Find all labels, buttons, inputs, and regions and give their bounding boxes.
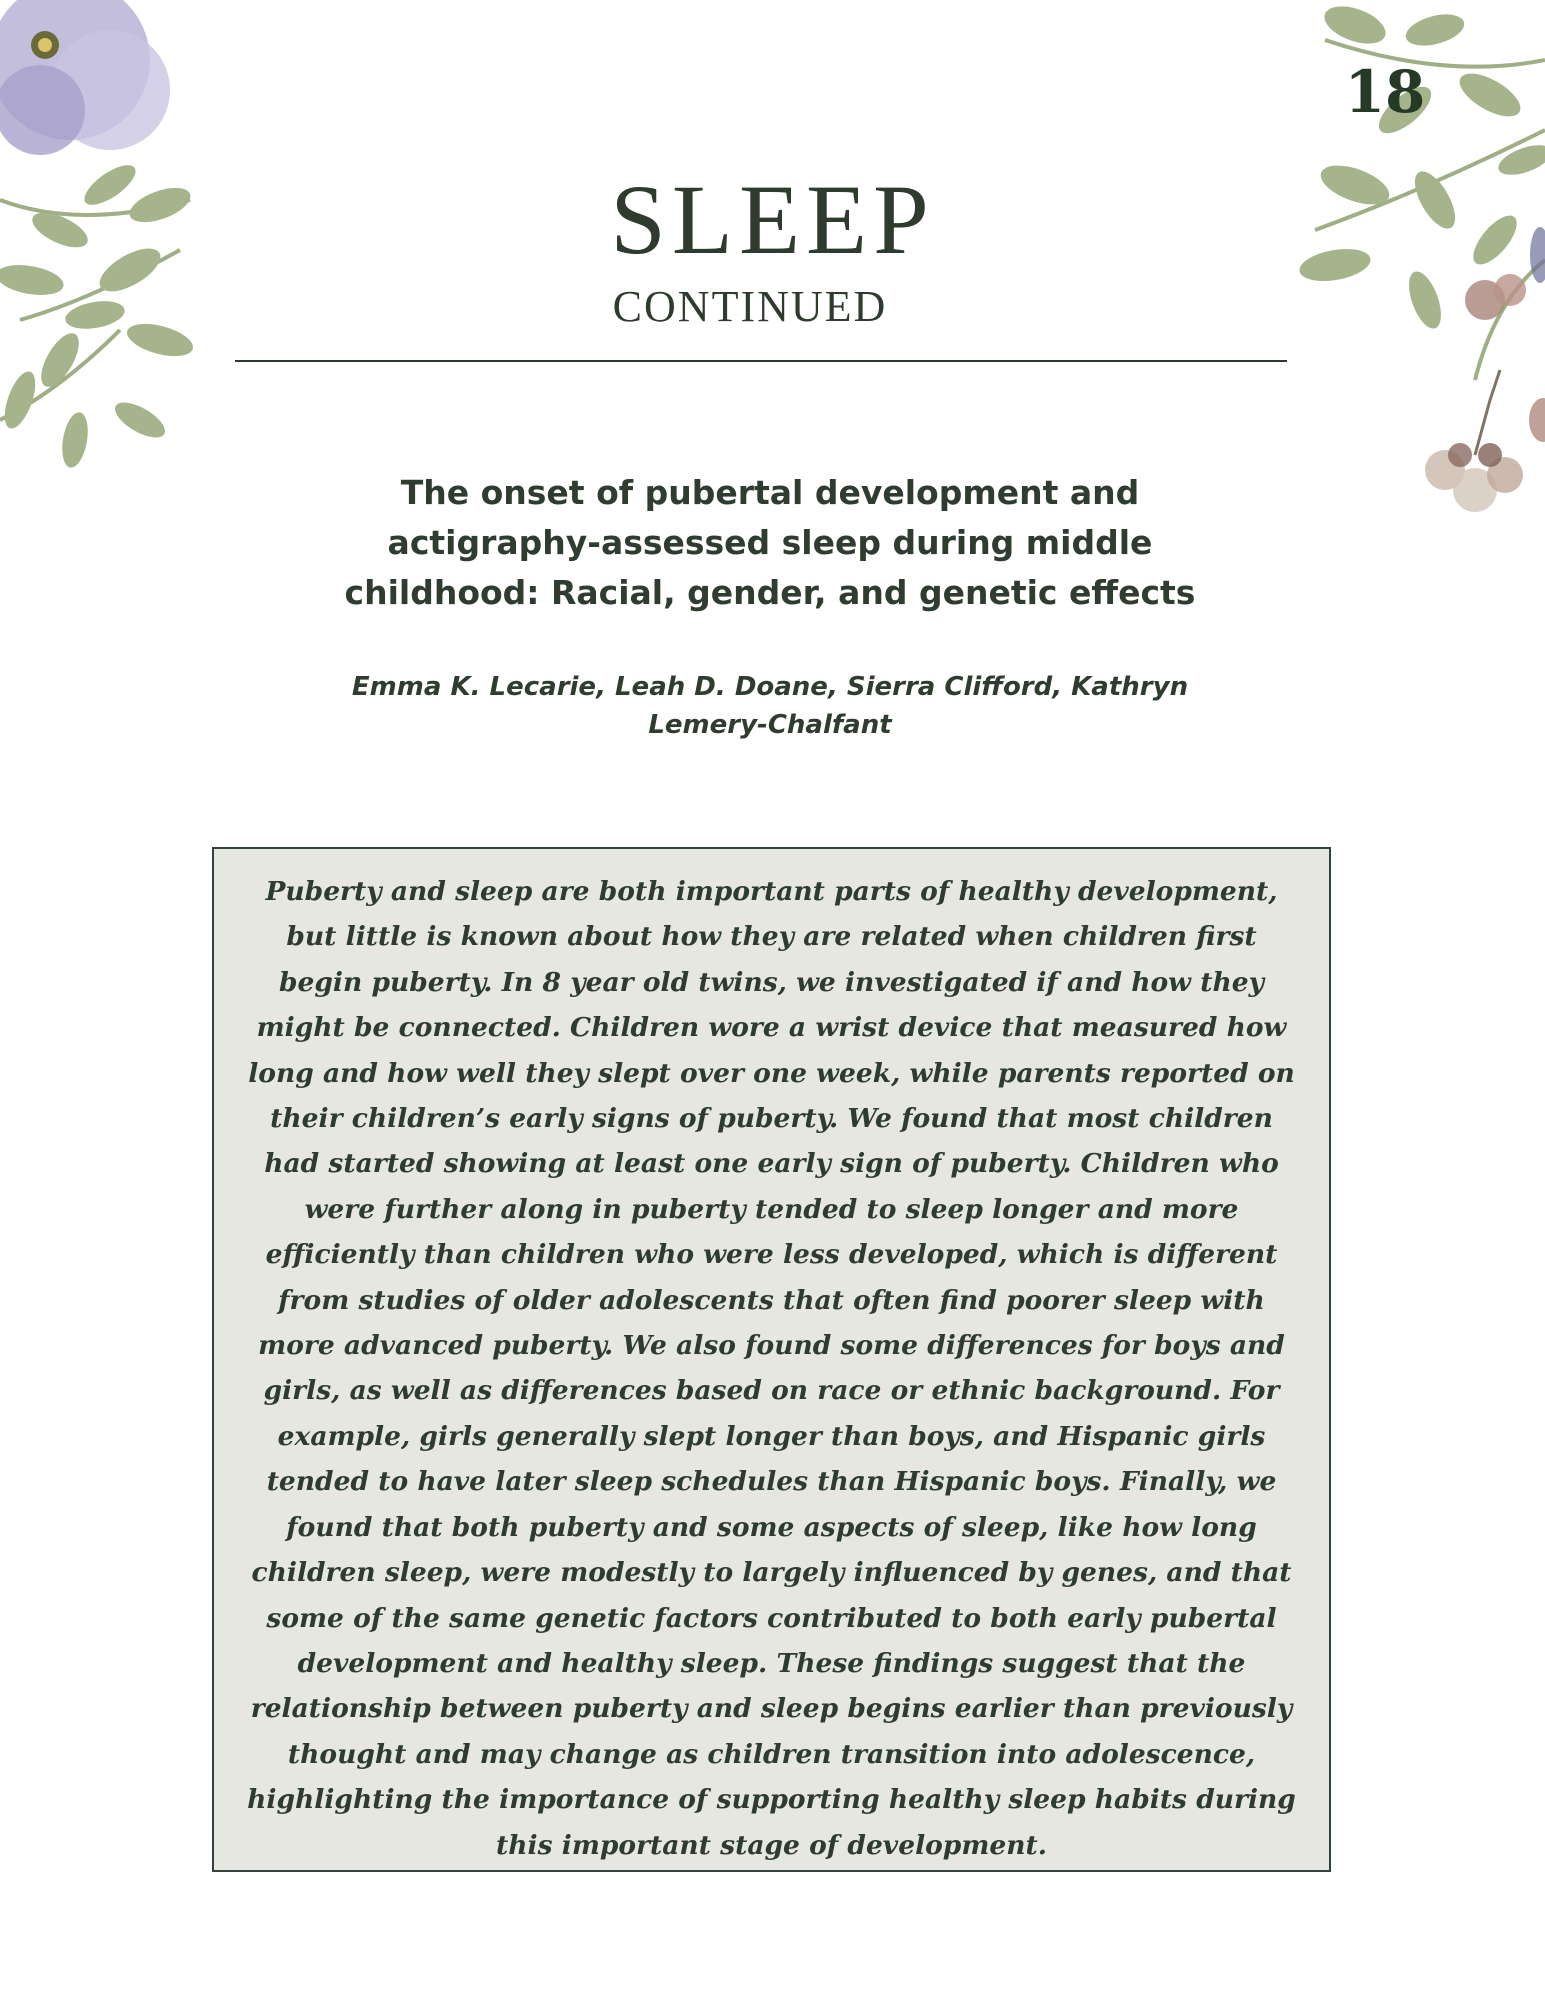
section-title: SLEEP [610, 164, 935, 275]
article-authors: Emma K. Lecarie, Leah D. Doane, Sierra Clifford, Kathryn Lemery-Chalfant [351, 672, 1189, 740]
article-title: The onset of pubertal development and actigraphy-assessed sleep during middle childhood: Racial, gender, and genetic effects [344, 473, 1196, 612]
flower-icon [0, 0, 170, 155]
section-subtitle: CONTINUED [612, 282, 888, 331]
page-number: 18 [1344, 58, 1426, 126]
summary-text: Puberty and sleep are both important parts of healthy development, but little is known about how they are related when children first begin puberty. In 8 year old twins, we investigated if and how they might be connected. Children wore a wrist device that measured how long and how well they slept over one week, while parents reported on their children’s early signs of puberty. We found that most children had started showing at least one early sign of puberty. Children who were further along in puberty tended to sleep longer and more efficiently than children who were less developed, which is different from studies of older adolescents that often find poorer sleep with more advanced puberty. We also found some differences for boys and girls, as well as differences based on race or ethnic background. For example, girls generally slept longer than boys, and Hispanic girls tended to have later sleep schedules than Hispanic boys. Finally, we found that both puberty and some aspects of sleep, like how long children sleep, were modestly to largely influenced by genes, and that some of the same genetic factors contributed to both early pubertal development and healthy sleep. These findings suggest that the relationship between puberty and sleep begins earlier than previously thought and may change as children transition into adolescence, highlighting the importance of supporting healthy sleep habits during this important stage of development. [247, 876, 1296, 1861]
header-divider [235, 360, 1287, 362]
summary-box [212, 847, 1331, 1872]
